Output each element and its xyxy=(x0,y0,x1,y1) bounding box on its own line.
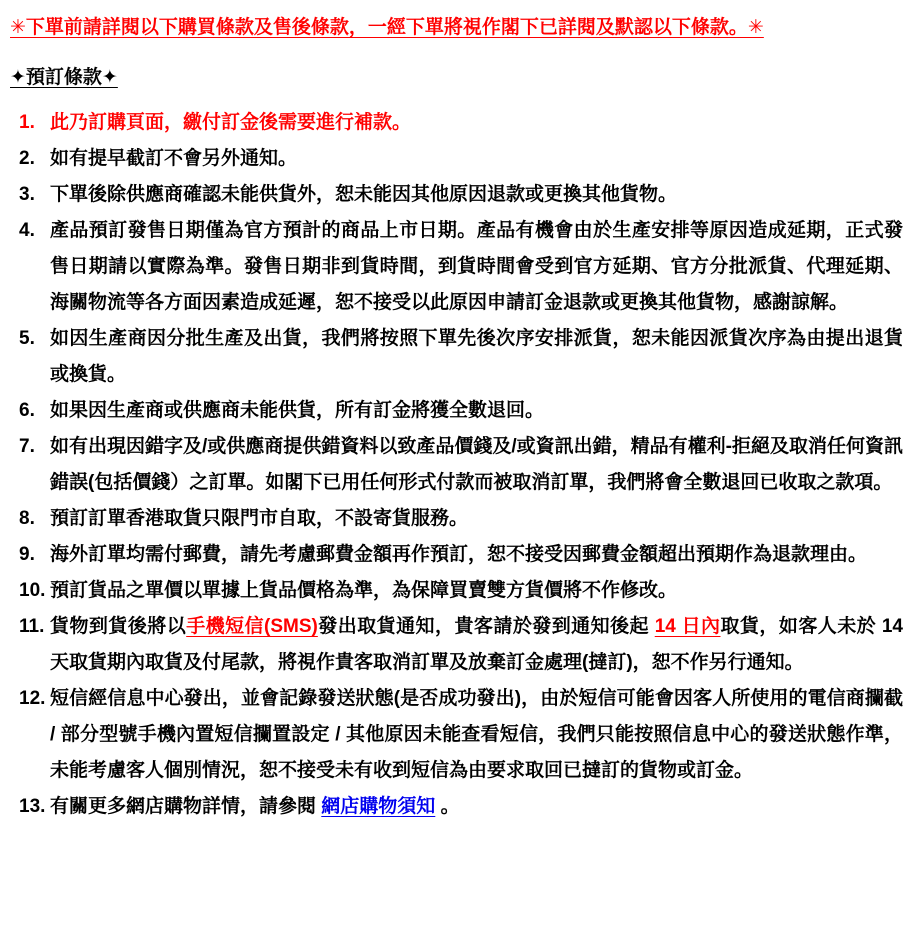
term-item xyxy=(10,609,903,681)
purchase-notice-banner: ✳下單前請詳閱以下購買條款及售後條款，一經下單將視作閣下已詳閱及默認以下條款。✳ xyxy=(10,17,764,38)
term-item xyxy=(10,141,903,177)
term-number: 4. xyxy=(19,220,35,241)
term-text-segment: 海外訂單均需付郵費，請先考慮郵費金額再作預訂，恕不接受因郵費金額超出預期作為退款理由。 xyxy=(50,544,868,565)
term-item xyxy=(10,429,903,501)
term-text xyxy=(50,184,677,205)
term-text xyxy=(50,148,297,169)
term-item xyxy=(10,573,903,609)
term-text-segment: 短信經信息中心發出，並會記錄發送狀態(是否成功發出)，由於短信可能會因客人所使用的電信商攔截 / 部分型號手機內置短信攔置設定 / 其他原因未能查看短信，我們只能按照信息中心的發送狀態作準，未能考慮客人個別情況，恕不接受未有收到短信為由要求取回已撻訂的貨物或訂金。 xyxy=(50,688,903,781)
term-text xyxy=(50,328,903,385)
term-number: 8. xyxy=(19,508,35,529)
term-text xyxy=(50,688,903,781)
term-number: 10. xyxy=(19,580,46,601)
term-item xyxy=(10,681,903,789)
term-text xyxy=(50,112,411,133)
emphasis-text: 手機短信(SMS) xyxy=(186,616,318,637)
term-text-segment: 如果因生產商或供應商未能供貨，所有訂金將獲全數退回。 xyxy=(50,400,545,421)
term-text xyxy=(50,544,867,565)
term-text-segment: 有關更多網店購物詳情，請參閱 xyxy=(50,796,322,817)
shop-guide-link[interactable]: 網店購物須知 xyxy=(321,796,436,817)
term-number: 9. xyxy=(19,544,35,565)
term-item xyxy=(10,501,903,537)
term-number: 5. xyxy=(19,328,35,349)
term-number: 1. xyxy=(19,112,35,133)
term-text-segment: 。 xyxy=(435,796,460,817)
term-item xyxy=(10,393,903,429)
term-text-segment: 發出取貨通知，貴客請於發到通知後起 xyxy=(317,616,655,637)
term-item xyxy=(10,789,903,825)
term-number: 7. xyxy=(19,436,35,457)
term-number: 3. xyxy=(19,184,35,205)
term-number: 12. xyxy=(19,688,46,709)
term-text-segment: 產品預訂發售日期僅為官方預計的商品上市日期。產品有機會由於生產安排等原因造成延期，正式發售日期請以實際為準。發售日期非到貨時間，到貨時間會受到官方延期、官方分批派貨、代理延期、海關物流等各方面因素造成延遲，恕不接受以此原因申請訂金退款或更換其他貨物，感謝諒解。 xyxy=(50,220,903,313)
term-item xyxy=(10,537,903,573)
term-text-segment: 下單後除供應商確認未能供貨外，恕未能因其他原因退款或更換其他貨物。 xyxy=(50,184,678,205)
term-text-segment: 如因生產商因分批生產及出貨，我們將按照下單先後次序安排派貨，恕未能因派貨次序為由提出退貨或換貨。 xyxy=(50,328,903,385)
term-text xyxy=(50,436,903,493)
term-text-segment: 如有提早截訂不會另外通知。 xyxy=(50,148,298,169)
terms-list xyxy=(10,105,903,825)
term-text-segment: 貨物到貨後將以 xyxy=(50,616,187,637)
preorder-terms-heading: ✦預訂條款✦ xyxy=(10,67,118,88)
term-text-segment: 此乃訂購頁面，繳付訂金後需要進行補款。 xyxy=(50,112,412,133)
term-text-segment: 如有出現因錯字及/或供應商提供錯資料以致產品價錢及/或資訊出錯，精品有權利-拒絕及取消任何資訊錯誤(包括價錢）之訂單。如閣下已用任何形式付款而被取消訂單，我們將會全數退回已收取之款項。 xyxy=(50,436,903,493)
term-item xyxy=(10,213,903,321)
emphasis-text: 14 日內 xyxy=(654,616,721,637)
term-text-segment: 預訂訂單香港取貨只限門市自取，不設寄貨服務。 xyxy=(50,508,469,529)
term-number: 11. xyxy=(19,616,45,637)
term-text xyxy=(50,220,903,313)
term-text xyxy=(50,400,544,421)
term-text-segment: 預訂貨品之單價以單據上貨品價格為準，為保障買賣雙方貨價將不作修改。 xyxy=(50,580,678,601)
term-text-segment: 取貨，如客人未於 14 天取貨期內取貨及付尾款，將視作貴客取消訂單及放棄訂金處理(撻訂)，恕不作另行通知。 xyxy=(50,616,903,673)
term-number: 6. xyxy=(19,400,35,421)
term-number: 13. xyxy=(19,796,46,817)
term-number: 2. xyxy=(19,148,35,169)
term-text xyxy=(50,580,677,601)
term-item xyxy=(10,177,903,213)
term-text xyxy=(50,616,903,673)
term-text xyxy=(50,508,468,529)
term-text xyxy=(50,796,460,817)
term-item xyxy=(10,321,903,393)
term-item xyxy=(10,105,903,141)
